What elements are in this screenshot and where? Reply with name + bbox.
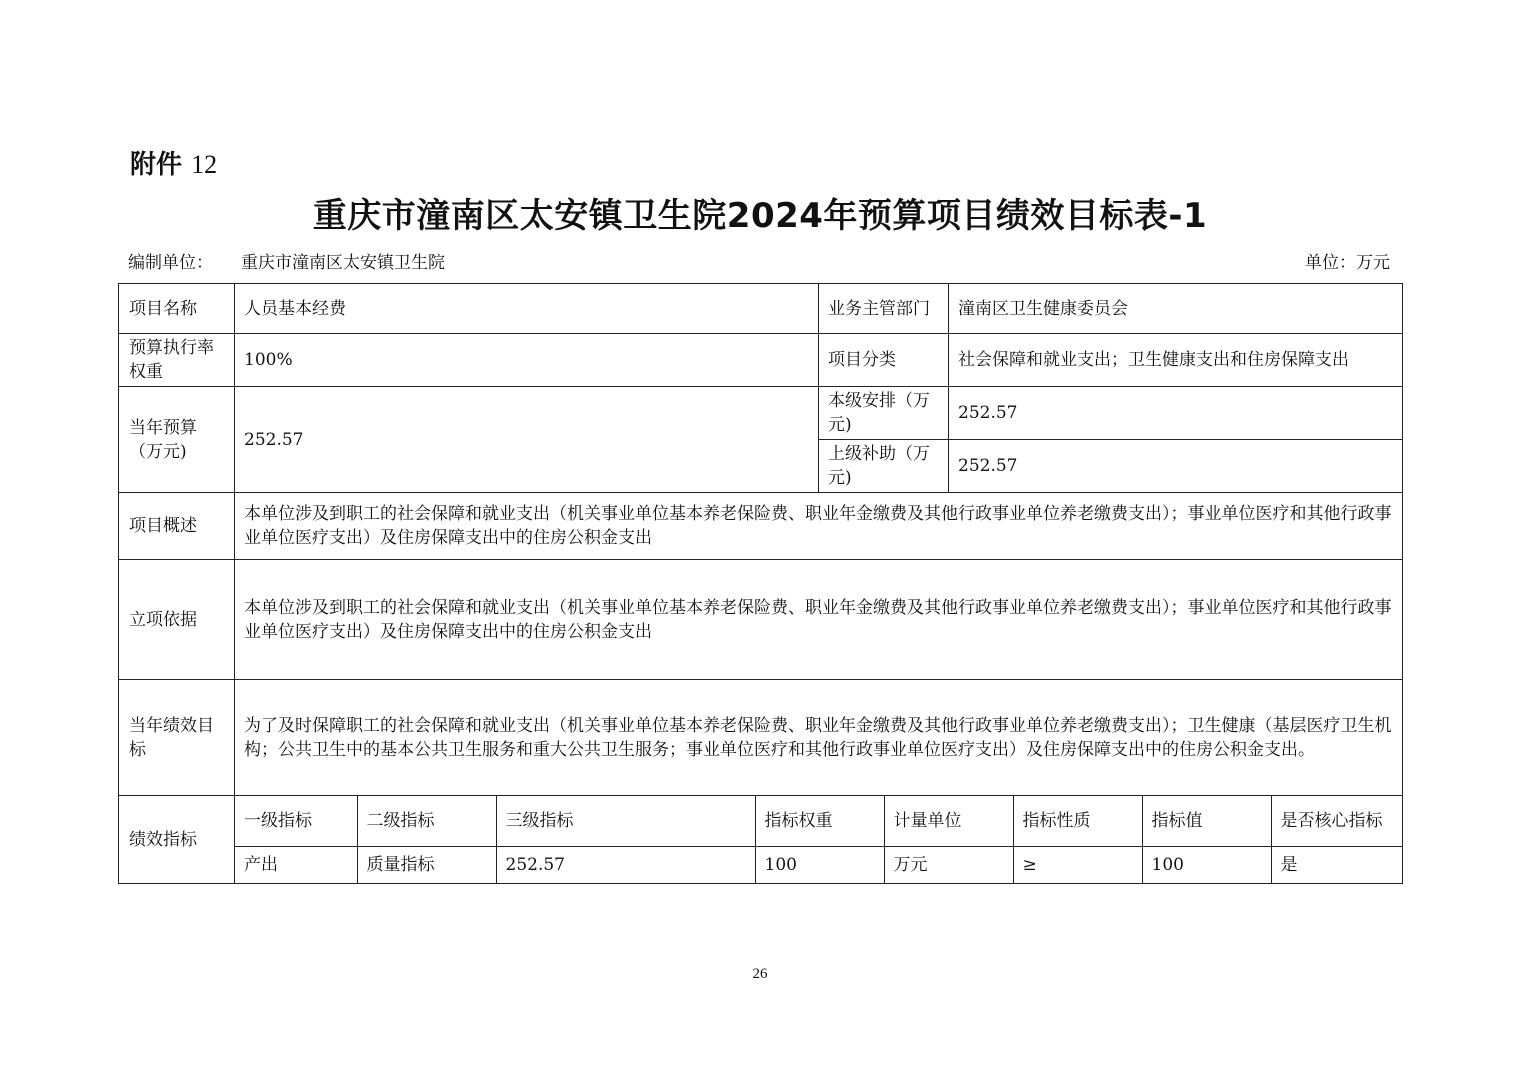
rate-label: 预算执行率权重 bbox=[119, 334, 235, 387]
category-label: 项目分类 bbox=[819, 334, 949, 387]
category-value: 社会保障和就业支出；卫生健康支出和住房保障支出 bbox=[949, 334, 1403, 387]
local-label: 本级安排（万元) bbox=[819, 387, 949, 440]
indicator-table bbox=[235, 796, 1402, 883]
page-number: 26 bbox=[752, 966, 768, 982]
basis-label: 立项依据 bbox=[119, 560, 235, 680]
indicator-header: 计量单位 bbox=[884, 796, 1013, 847]
indicator-value: 100 bbox=[1142, 847, 1271, 884]
performance-table bbox=[118, 283, 1403, 884]
compiling-unit-value: 重庆市潼南区太安镇卫生院 bbox=[241, 253, 445, 273]
indicator-header: 指标值 bbox=[1142, 796, 1271, 847]
attachment-label: 附件 12 bbox=[130, 150, 218, 180]
budget-label: 当年预算（万元) bbox=[119, 387, 235, 493]
indicator-core: 是 bbox=[1280, 855, 1298, 875]
indicator-cell bbox=[235, 796, 1403, 884]
rate-value: 100% bbox=[235, 334, 819, 387]
budget-value: 252.57 bbox=[235, 387, 819, 493]
indicator-header-row bbox=[235, 796, 1402, 847]
dept-label: 业务主管部门 bbox=[819, 284, 949, 334]
overview-label: 项目概述 bbox=[119, 493, 235, 560]
indicator-header: 指标权重 bbox=[755, 796, 884, 847]
local-value: 252.57 bbox=[949, 387, 1403, 440]
indicator-header: 指标性质 bbox=[1013, 796, 1142, 847]
indicator-nature: ≥ bbox=[1013, 847, 1142, 884]
project-name-value: 人员基本经费 bbox=[235, 284, 819, 334]
indicator-weight: 100 bbox=[755, 847, 884, 884]
compiling-unit bbox=[128, 248, 445, 273]
indicator-label: 绩效指标 bbox=[119, 796, 235, 884]
indicator-unit: 万元 bbox=[884, 847, 1013, 884]
indicator-level3: 252.57 bbox=[496, 847, 755, 884]
indicator-header: 一级指标 bbox=[235, 796, 357, 847]
page-title: 重庆市潼南区太安镇卫生院2024年预算项目绩效目标表-1 bbox=[312, 196, 1208, 236]
upper-value: 252.57 bbox=[949, 440, 1403, 493]
compiling-unit-label: 编制单位： bbox=[128, 253, 213, 273]
goal-text: 为了及时保障职工的社会保障和就业支出（机关事业单位基本养老保险费、职业年金缴费及其他行政事业单位养老缴费支出）；卫生健康（基层医疗卫生机构；公共卫生中的基本公共卫生服务和重大公共卫生服务；事业单位医疗和其他行政事业单位医疗支出）及住房保障支出中的住房公积金支出。 bbox=[235, 680, 1403, 796]
basis-text: 本单位涉及到职工的社会保障和就业支出（机关事业单位基本养老保险费、职业年金缴费及其他行政事业单位养老缴费支出）；事业单位医疗和其他行政事业单位医疗支出）及住房保障支出中的住房公积金支出 bbox=[235, 560, 1403, 680]
indicator-level2: 质量指标 bbox=[357, 847, 496, 884]
upper-label: 上级补助（万元) bbox=[819, 440, 949, 493]
indicator-header: 是否核心指标 bbox=[1271, 796, 1402, 847]
project-name-label: 项目名称 bbox=[119, 284, 235, 334]
indicator-level1: 产出 bbox=[235, 847, 357, 884]
indicator-header: 二级指标 bbox=[357, 796, 496, 847]
currency-unit: 单位：万元 bbox=[1305, 253, 1390, 273]
table-row bbox=[235, 847, 1402, 884]
dept-value: 潼南区卫生健康委员会 bbox=[949, 284, 1403, 334]
overview-text: 本单位涉及到职工的社会保障和就业支出（机关事业单位基本养老保险费、职业年金缴费及其他行政事业单位养老缴费支出）；事业单位医疗和其他行政事业单位医疗支出）及住房保障支出中的住房公积金支出 bbox=[235, 493, 1403, 560]
indicator-header: 三级指标 bbox=[496, 796, 755, 847]
goal-label: 当年绩效目标 bbox=[119, 680, 235, 796]
